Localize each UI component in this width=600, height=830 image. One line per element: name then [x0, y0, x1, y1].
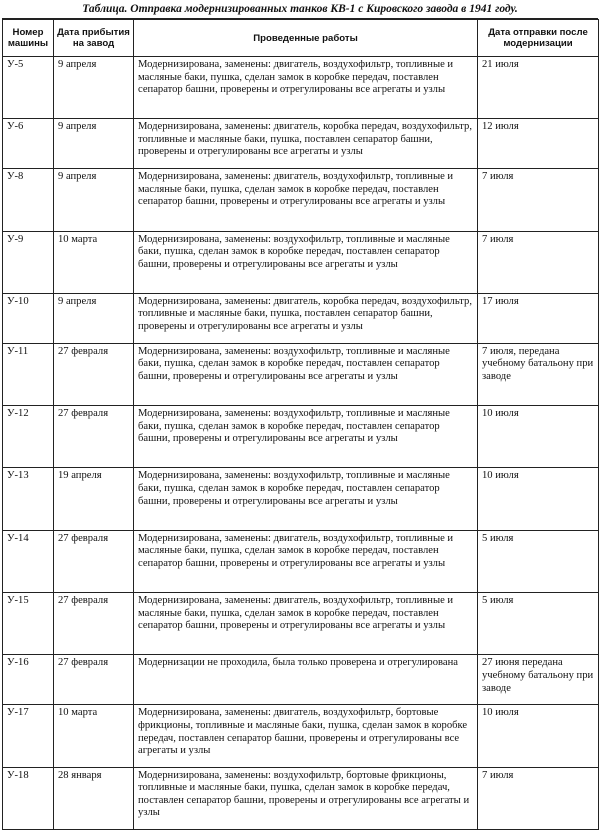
cell-departure: 7 июля [478, 231, 599, 293]
cell-number: У-10 [3, 293, 54, 343]
cell-departure: 5 июля [478, 530, 599, 592]
cell-works: Модернизирована, заменены: воздухофильтр, топливные и масляные баки, пушка, сделан замок в коробке передач, поставлен сепаратор башни, проверены и отрегулированы все агрегаты и узлы [134, 468, 478, 530]
table-caption: Таблица. Отправка модернизированных танков КВ-1 с Кировского завода в 1941 году. [2, 0, 598, 19]
cell-works: Модернизирована, заменены: двигатель, коробка передач, воздухофильтр, топливные и масляные баки, пушка, поставлен сепаратор башни, проверены и отрегулированы все агрегаты и узлы [134, 293, 478, 343]
tanks-table [2, 19, 599, 830]
cell-arrival: 9 апреля [54, 293, 134, 343]
cell-arrival: 27 февраля [54, 530, 134, 592]
cell-number: У-5 [3, 57, 54, 119]
table-row [3, 593, 599, 655]
cell-departure: 17 июля [478, 293, 599, 343]
table-row [3, 767, 599, 829]
cell-number: У-12 [3, 406, 54, 468]
cell-arrival: 9 апреля [54, 169, 134, 231]
table-row [3, 530, 599, 592]
table-row [3, 57, 599, 119]
cell-arrival: 9 апреля [54, 119, 134, 169]
table-row [3, 231, 599, 293]
cell-arrival: 27 февраля [54, 593, 134, 655]
cell-works: Модернизирована, заменены: воздухофильтр, топливные и масляные баки, пушка, сделан замок в коробке передач, поставлен сепаратор башни, проверены и отрегулированы все агрегаты и узлы [134, 231, 478, 293]
table-row [3, 655, 599, 705]
cell-arrival: 28 января [54, 767, 134, 829]
table-row [3, 293, 599, 343]
cell-departure: 21 июля [478, 57, 599, 119]
table-row [3, 406, 599, 468]
cell-works: Модернизирована, заменены: двигатель, воздухофильтр, топливные и масляные баки, пушка, сделан замок в коробке передач, поставлен сепаратор башни, проверены и отрегулированы все агрегаты и узлы [134, 530, 478, 592]
cell-works: Модернизирована, заменены: двигатель, воздухофильтр, топливные и масляные баки, пушка, сделан замок в коробке передач, поставлен сепаратор башни, проверены и отрегулированы все агрегаты и узлы [134, 593, 478, 655]
cell-arrival: 10 марта [54, 705, 134, 767]
table-row [3, 705, 599, 767]
cell-arrival: 27 февраля [54, 655, 134, 705]
cell-arrival: 27 февраля [54, 406, 134, 468]
cell-number: У-6 [3, 119, 54, 169]
table-row [3, 468, 599, 530]
header-departure: Дата отправки после модернизации [478, 20, 599, 57]
cell-works: Модернизирована, заменены: воздухофильтр, топливные и масляные баки, пушка, сделан замок в коробке передач, поставлен сепаратор башни, проверены и отрегулированы все агрегаты и узлы [134, 343, 478, 405]
cell-arrival: 10 марта [54, 231, 134, 293]
cell-works: Модернизирована, заменены: двигатель, воздухофильтр, бортовые фрикционы, топливные и масляные баки, пушка, сделан замок в коробке передач, поставлен сепаратор башни, проверены и отрегулированы все агрегаты и узлы [134, 705, 478, 767]
cell-works: Модернизирована, заменены: двигатель, воздухофильтр, топливные и масляные баки, пушка, сделан замок в коробке передач, поставлен сепаратор башни, проверены и отрегулированы все агрегаты и узлы [134, 169, 478, 231]
cell-works: Модернизации не проходила, была только проверена и отрегулирована [134, 655, 478, 705]
cell-number: У-13 [3, 468, 54, 530]
cell-works: Модернизирована, заменены: воздухофильтр, топливные и масляные баки, пушка, сделан замок в коробке передач, поставлен сепаратор башни, проверены и отрегулированы все агрегаты и узлы [134, 406, 478, 468]
cell-number: У-16 [3, 655, 54, 705]
cell-number: У-14 [3, 530, 54, 592]
cell-departure: 5 июля [478, 593, 599, 655]
cell-works: Модернизирована, заменены: двигатель, воздухофильтр, топливные и масляные баки, пушка, сделан замок в коробке передач, поставлен сепаратор башни, проверены и отрегулированы все агрегаты и узлы [134, 57, 478, 119]
header-works: Проведенные работы [134, 20, 478, 57]
cell-arrival: 27 февраля [54, 343, 134, 405]
cell-number: У-9 [3, 231, 54, 293]
cell-departure: 7 июля [478, 169, 599, 231]
cell-arrival: 19 апреля [54, 468, 134, 530]
cell-departure: 10 июля [478, 406, 599, 468]
cell-departure: 10 июля [478, 705, 599, 767]
cell-number: У-15 [3, 593, 54, 655]
header-number: Номер машины [3, 20, 54, 57]
table-row [3, 119, 599, 169]
cell-departure: 7 июля, передана учебному батальону при заводе [478, 343, 599, 405]
cell-departure: 7 июля [478, 767, 599, 829]
cell-departure: 10 июля [478, 468, 599, 530]
cell-number: У-11 [3, 343, 54, 405]
cell-works: Модернизирована, заменены: двигатель, коробка передач, воздухофильтр, топливные и масляные баки, пушка, поставлен сепаратор башни, проверены и отрегулированы все агрегаты и узлы [134, 119, 478, 169]
cell-number: У-8 [3, 169, 54, 231]
cell-works: Модернизирована, заменены: воздухофильтр, бортовые фрикционы, топливные и масляные баки, пушка, сделан замок в коробке передач, поставлен сепаратор башни, проверены и отрегулированы все агрегаты и узлы [134, 767, 478, 829]
header-row [3, 20, 599, 57]
cell-departure: 27 июня передана учебному батальону при заводе [478, 655, 599, 705]
cell-number: У-18 [3, 767, 54, 829]
cell-arrival: 9 апреля [54, 57, 134, 119]
cell-number: У-17 [3, 705, 54, 767]
cell-departure: 12 июля [478, 119, 599, 169]
table-row [3, 169, 599, 231]
header-arrival: Дата прибытия на завод [54, 20, 134, 57]
table-row [3, 343, 599, 405]
